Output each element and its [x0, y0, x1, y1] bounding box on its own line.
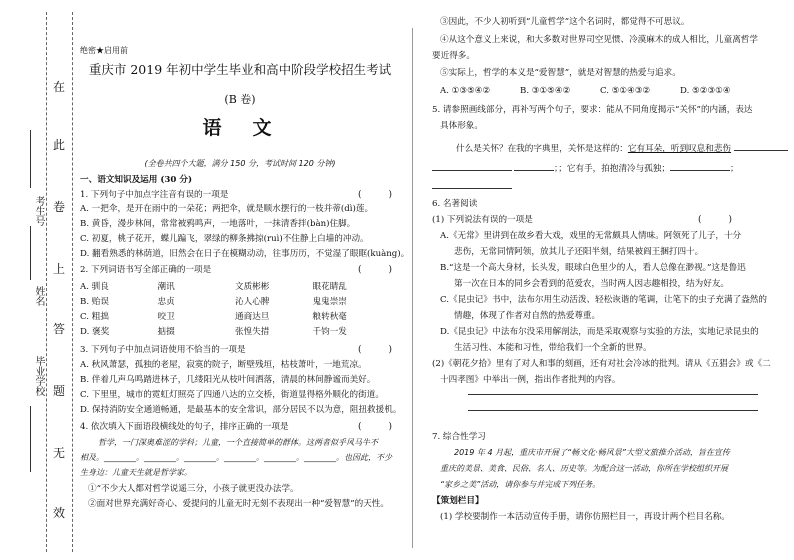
q5-stem-cont: 具体形象。 — [440, 121, 483, 131]
seal-line-inner — [72, 12, 73, 552]
q4-sentence-1: ①“不少大人都对哲学说遥三分，小孩子就更没办法学。 — [88, 484, 299, 494]
q2-stem: 2. 下列词语书写全部正确的一项是 — [80, 265, 212, 275]
right-column — [432, 0, 772, 560]
q5-second-line — [432, 161, 739, 176]
name-blank[interactable] — [30, 226, 31, 280]
q5-underlined-example: 它有耳朵，听到叹息和悲伤 — [627, 144, 732, 154]
margin-char: 答 — [52, 322, 65, 336]
q4-passage-line-2: 相及。________。________。________。________。________。________。也因此，不少 — [80, 453, 392, 462]
q6-sub2: (2)《朝花夕拾》里有了对人和事的刻画，还有对社会冷冰的批判。请从《五猖会》或《二 — [432, 359, 771, 369]
left-column — [80, 0, 410, 560]
q2-word: D. 褒奖 — [80, 327, 110, 337]
q6-option-b: B.“这是一个高大身材，长头发，眼球白色里少的人，看人总像在渺视。”这是鲁迅 — [440, 263, 746, 273]
q7-task-1: (1) 学校要制作一本活动宣传手册，请你仿照栏目一，再设计两个栏目名称。 — [440, 512, 730, 522]
q4-option-a: A. ①③⑤④② — [440, 86, 491, 96]
q1-option-d: D. 翻看熟悉的林荫道，旧然会在日子在模糊动动，往事历历，不觉湿了眼眶(kuàng)。 — [80, 249, 410, 259]
q3-option-c: C. 下里里，城市的霓虹灯照亮了四通八达的立交桥，街道显得格外顺化的街道。 — [80, 390, 384, 400]
q6-answer-paren[interactable]: ( ) — [697, 215, 732, 225]
q4-passage-line-3: 生身边：儿童天生就是哲学家。 — [80, 468, 192, 477]
q2-word: 潮讯 — [157, 282, 175, 292]
q6-answer-line-1[interactable] — [468, 394, 758, 395]
paper-version: (B 卷) — [224, 93, 256, 106]
q5-sep: ； — [554, 164, 559, 174]
q3-stem: 3. 下列句子中加点词语使用不恰当的一项是 — [80, 345, 246, 355]
q5-third-line — [432, 179, 512, 194]
q5-example-2: ；它有手，拍抱清冷与孤独； — [558, 164, 671, 174]
q4-stem: 4. 依次填入下面语段横线处的句子，排序正确的一项是 — [80, 422, 289, 432]
q4-passage-line-1: 哲学，一门深奥难涩的学科；儿童，一个直接简单的群体。这两者似乎风马牛不 — [98, 438, 378, 447]
q2-word: 咬卫 — [157, 312, 175, 322]
q2-word: 文质彬彬 — [235, 282, 270, 292]
school-blank[interactable] — [30, 406, 31, 472]
q2-answer-paren[interactable]: ( ) — [357, 265, 392, 275]
exam-title: 重庆市 2019 年初中学生毕业和高中阶段学校招生考试 — [88, 62, 392, 77]
q2-word: A. 驯良 — [80, 282, 109, 292]
school-label: 毕业学校 — [33, 356, 44, 396]
q4-option-d: D. ⑤②③①④ — [680, 86, 731, 96]
q5-blank-4[interactable] — [670, 161, 730, 171]
q2-word: 鬼鬼崇崇 — [312, 297, 347, 307]
q6-option-a-cont: 悲伤，无常同情阿领，放其儿子还阳半刻，结果被阎王捆打四十。 — [454, 247, 704, 257]
q1-option-c: C. 初夏，桃子花开，蝶儿蹁飞，翠绿的柳条拂掠(ruì)不住静上白墙的冲动。 — [80, 234, 369, 244]
q7-passage-line-3: “家乡之美”活动，请你参与并完成下列任务。 — [440, 480, 601, 489]
q3-option-b: B. 伴着几声乌鸣踏进林子，几缕阳光从枝叶间洒落，清晨的林间静谧而美好。 — [80, 375, 376, 385]
q2-row-c — [80, 311, 390, 324]
q3-answer-paren[interactable]: ( ) — [357, 345, 392, 355]
q2-word: 掂掇 — [157, 327, 175, 337]
q4-sentence-4: ④从这个意义上来说，和大多数对世界司空见惯、冷漠麻木的成人相比，儿童离哲学 — [440, 35, 758, 45]
margin-char: 无 — [52, 446, 65, 460]
q2-word: 通商达旦 — [235, 312, 270, 322]
q4-sentence-2: ②面对世界充满好奇心、爱提问的儿童无时无刻不表现出一种“爱智慧”的天性。 — [88, 499, 389, 509]
q1-stem: 1. 下列句子中加点字注音有误的一项是 — [80, 190, 229, 200]
q4-option-b: B. ③①⑤④② — [520, 86, 571, 96]
q5-lead: 什么是关怀？在我的字典里，关怀是这样的： — [456, 144, 628, 154]
q2-row-a — [80, 281, 390, 294]
q6-option-d-cont: 生活习性、本能和习性，带给我们一个全新的世界。 — [454, 343, 652, 353]
q1-answer-paren[interactable]: ( ) — [357, 190, 392, 200]
q6-option-d: D.《昆虫记》中法布尔没采用解剖法，而是采取观察与实验的方法，实地记录昆虫的 — [440, 327, 759, 337]
q2-word: B. 贻误 — [80, 297, 109, 307]
q5-blank-1[interactable] — [734, 141, 788, 151]
q2-word: C. 粗拙 — [80, 312, 109, 322]
q6-option-c-cont: 情趣，体现了作者对自然的热爱尊重。 — [454, 311, 601, 321]
q5-stem: 5. 请参照画线部分，再补写两个句子，要求：能从不同角度揭示“关怀”的内涵，表达 — [432, 105, 753, 115]
margin-char: 效 — [52, 506, 65, 520]
subject-title: 语 文 — [202, 117, 278, 139]
q3-option-d: D. 保持消防安全通道畅通，是最基本的安全常识，部分居民不以为意，阻扭救援机。 — [80, 405, 402, 415]
exam-note: (全卷共四个大题，满分 150 分，考试时间 120 分钟) — [144, 159, 336, 168]
q4-options — [440, 85, 760, 98]
q2-word: 沁人心脾 — [235, 297, 270, 307]
name-label: 姓名 — [33, 286, 44, 306]
q2-word: 粮转秋毫 — [312, 312, 347, 322]
margin-char: 题 — [52, 384, 65, 398]
seal-line-outer — [46, 12, 47, 552]
section-1-heading: 一、语文知识及运用 (30 分) — [80, 175, 193, 185]
q6-option-a: A.《无常》里讲到在故乡看大戏，戏里的无常颇具人情味。阿领死了儿子，十分 — [440, 231, 742, 241]
q5-lead-line — [456, 141, 788, 156]
q2-word: 张惶失措 — [235, 327, 270, 337]
q5-sep-2: ； — [730, 164, 739, 174]
margin-char: 此 — [52, 138, 65, 152]
q6-sub2-cont: 十四孝图》中举出一例，指出作者批判的内容。 — [440, 375, 621, 385]
q2-row-b — [80, 296, 390, 309]
column-divider — [412, 28, 413, 548]
q7-section-heading: 【策划栏目】 — [432, 496, 484, 506]
q6-option-b-cont: 第一次在日本的同乡会看到的范爱农，当时两人因志趣相投，结为好友。 — [454, 279, 730, 289]
q7-title: 7. 综合性学习 — [432, 432, 486, 442]
q6-title: 6. 名著阅读 — [432, 199, 478, 209]
q5-blank-5[interactable] — [432, 179, 512, 189]
q4-option-c: C. ⑤①④③② — [600, 86, 651, 96]
q5-blank-3[interactable] — [514, 161, 554, 171]
secret-mark: 绝密★启用前 — [80, 46, 128, 55]
q2-word: 千钧一发 — [312, 327, 347, 337]
q4-sentence-3: ③因此，不少人初听到“儿童哲学”这个名词时，都觉得不可思议。 — [440, 17, 690, 27]
q1-option-b: B. 黄昏，漫步林间，常常被鸦鸣声，一地落叶，一抹清香拌(bàn)住脚。 — [80, 219, 356, 229]
q6-answer-line-2[interactable] — [468, 410, 758, 411]
student-id-blank[interactable] — [30, 130, 31, 188]
q2-word: 忠贞 — [157, 297, 175, 307]
q3-option-a: A. 秋风萧瑟，孤独的老屋，寂寞的院子，断壁残垣，枯枝萧叶，一地荒凉。 — [80, 360, 367, 370]
binding-margin — [0, 0, 76, 560]
q4-sentence-5: ⑤实际上，哲学的本义是“爱智慧”，就是对智慧的热爱与追求。 — [440, 68, 681, 78]
student-id-label: 考生号 — [33, 196, 44, 226]
margin-char: 上 — [52, 262, 65, 276]
q1-option-a: A. 一把伞，是开在雨中的一朵花；两把伞，就是顺水摆行的一枝并蒂(dì)莲。 — [80, 204, 374, 214]
q5-blank-2[interactable] — [432, 161, 512, 171]
q7-passage-line-1: 2019 年 4 月起，重庆市开展了“畅文化·畅风景”大型文旅推介活动，旨在宣传 — [454, 448, 730, 457]
q6-option-c: C.《昆虫记》书中，法布尔用生动活泼、轻松诙谐的笔调，让笔下的虫子充满了盎然的 — [440, 295, 767, 305]
q4-sentence-4-cont: 要近得多。 — [432, 51, 475, 61]
q7-passage-line-2: 重庆的美景、美食、民俗、名人、历史等。为配合这一活动，你所在学校组织开展 — [440, 464, 728, 473]
q2-word: 眼花睛乱 — [312, 282, 347, 292]
margin-char: 卷 — [52, 200, 65, 214]
q2-row-d — [80, 326, 390, 339]
margin-char: 在 — [52, 80, 65, 94]
q4-answer-paren[interactable]: ( ) — [357, 422, 392, 432]
q6-sub1-stem: (1) 下列说法有误的一项是 — [432, 215, 533, 225]
